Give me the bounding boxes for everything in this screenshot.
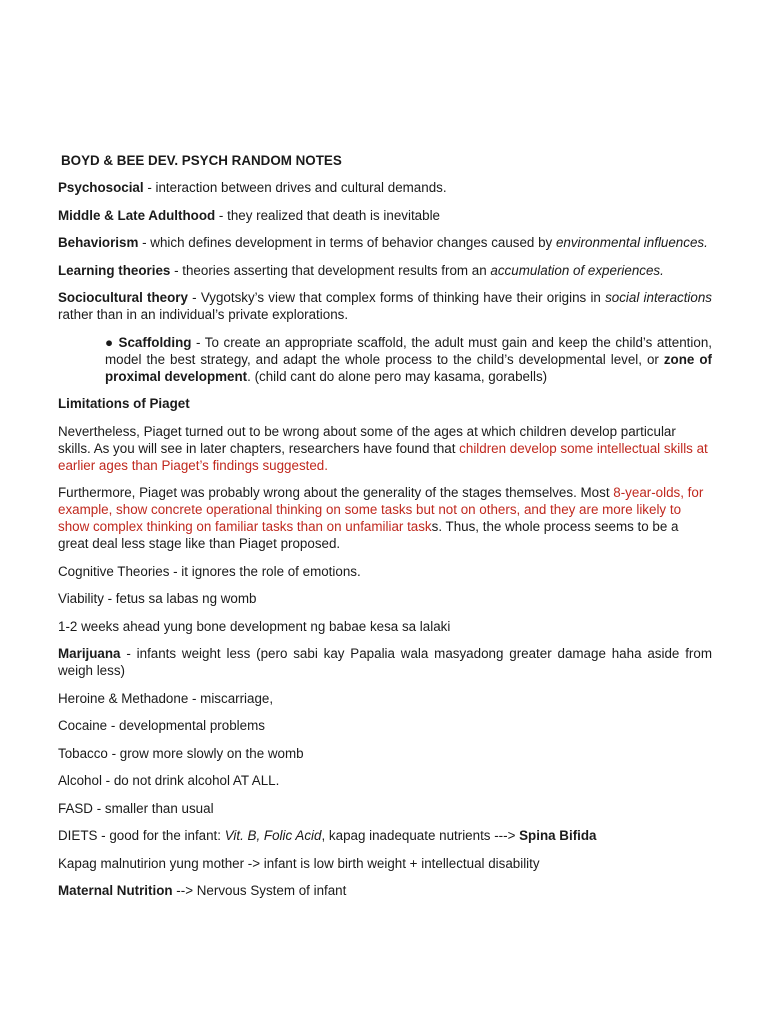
term-scaffolding: Scaffolding [118, 334, 192, 350]
learning-emphasis: accumulation of experiences. [490, 262, 664, 278]
diets-text-1: DIETS - good for the infant: [58, 828, 225, 843]
definition-adulthood: - they realized that death is inevitable [215, 207, 440, 223]
note-sociocultural [58, 289, 712, 323]
document-body [58, 152, 712, 910]
note-psychosocial [58, 179, 712, 196]
note-marijuana [58, 645, 712, 679]
term-adulthood: Middle & Late Adulthood [58, 207, 216, 223]
term-spina-bifida: Spina Bifida [519, 828, 597, 843]
definition-behaviorism: - which defines development in terms of behavior changes caused by [138, 235, 556, 250]
document-title: BOYD & BEE DEV. PSYCH RANDOM NOTES [61, 153, 342, 168]
note-tobacco: Tobacco - grow more slowly on the womb [58, 745, 304, 761]
note-alcohol: Alcohol - do not drink alcohol AT ALL. [58, 773, 280, 788]
nevertheless-highlight: children develop some intellectual skills at earlier ages than Piaget’s findings suggested. [58, 440, 708, 473]
note-malnutrition: Kapag malnutirion yung mother -> infant is low birth weight + intellectual disability [58, 855, 540, 871]
note-behaviorism [58, 234, 712, 251]
definition-scaffolding-1: - To create an appropriate scaffold, the adult must gain and keep the child’s attention, model the best strategy, and adapt the whole process to the child’s developmental level, or [105, 334, 712, 367]
diets-text-2: , kapag inadequate nutrients ---> [321, 828, 520, 843]
definition-scaffolding-2: . (child cant do alone pero may kasama, gorabells) [247, 368, 548, 384]
heading-limitations-of-piaget: Limitations of Piaget [58, 396, 190, 411]
note-viability: Viability - fetus sa labas ng womb [58, 591, 257, 606]
note-adulthood [58, 207, 712, 224]
term-behaviorism: Behaviorism [58, 235, 139, 250]
note-cognitive-theories: Cognitive Theories - it ignores the role of emotions. [58, 563, 361, 579]
behaviorism-emphasis: environmental influences. [555, 235, 708, 250]
definition-sociocultural-1: - Vygotsky’s view that complex forms of thinking have their origins in [187, 290, 606, 305]
note-learning-theories [58, 262, 712, 279]
nevertheless-text: Nevertheless, Piaget turned out to be wrong about some of the ages at which children develop particular skills. As you will see in later chapters, researchers have found that [58, 423, 676, 456]
note-maternal-nutrition [58, 882, 712, 899]
term-sociocultural: Sociocultural theory [58, 290, 188, 305]
furthermore-highlight: 8-year-olds, for example, show concrete operational thinking on some tasks but not on others, and they are more likely to show complex thinking on familiar tasks than on unfamiliar task [58, 485, 704, 534]
term-maternal-nutrition: Maternal Nutrition [58, 883, 173, 898]
furthermore-text-2: s. Thus, the whole process seems to be a great deal less stage like than Piaget proposed. [58, 519, 679, 551]
furthermore-text-1: Furthermore, Piaget was probably wrong about the generality of the stages themselves. Most [58, 485, 614, 500]
note-diets [58, 827, 712, 844]
note-heroine: Heroine & Methadone - miscarriage, [58, 690, 274, 706]
definition-marijuana: - infants weight less (pero sabi kay Papalia wala masyadong greater damage haha aside from weigh less) [58, 646, 712, 678]
note-bone-development: 1-2 weeks ahead yung bone development ng babae kesa sa lalaki [58, 618, 451, 634]
bullet-marker: ● [105, 334, 114, 350]
sociocultural-emphasis: social interactions [605, 290, 712, 305]
term-marijuana: Marijuana [58, 646, 121, 661]
paragraph-furthermore [58, 484, 712, 552]
definition-sociocultural-2: rather than in an individual’s private explorations. [58, 307, 349, 322]
bullet-scaffolding [105, 334, 712, 385]
definition-maternal-nutrition: --> Nervous System of infant [172, 883, 347, 898]
definition-learning-theories: - theories asserting that development results from an [170, 262, 491, 278]
note-fasd: FASD - smaller than usual [58, 800, 214, 816]
term-psychosocial: Psychosocial [58, 180, 144, 195]
term-learning-theories: Learning theories [58, 262, 171, 278]
definition-psychosocial: - interaction between drives and cultural demands. [143, 180, 447, 195]
term-zone-of-proximal-development: zone of proximal development [105, 351, 712, 384]
note-cocaine: Cocaine - developmental problems [58, 718, 265, 733]
paragraph-nevertheless [58, 423, 712, 474]
diets-emphasis: Vit. B, Folic Acid [224, 828, 322, 843]
